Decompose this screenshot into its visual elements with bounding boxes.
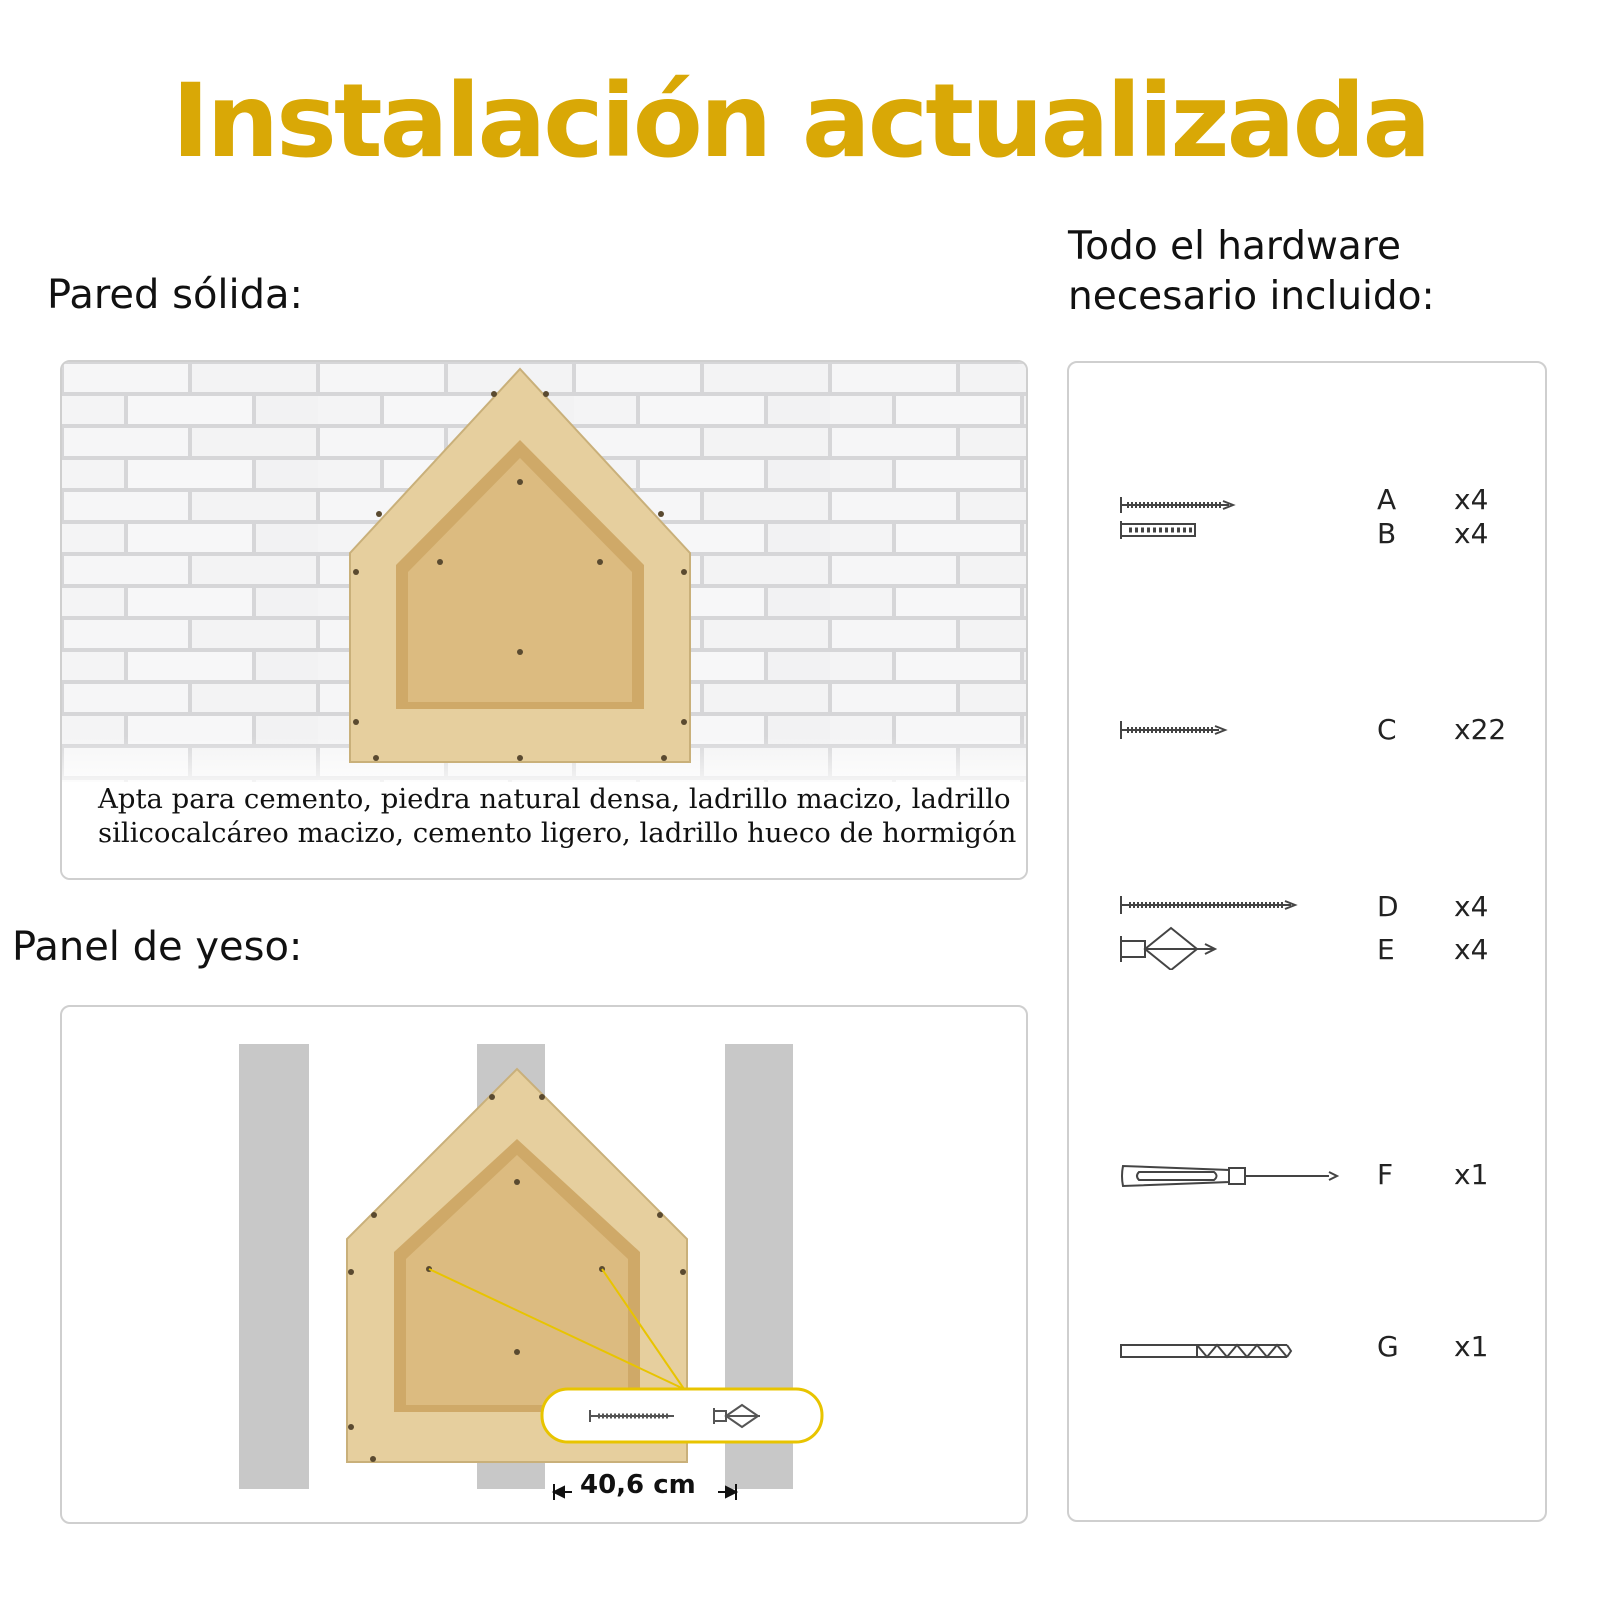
drywall-heading: Panel de yeso: [12,924,303,970]
hardware-letter-e: E [1377,933,1395,966]
hardware-letter-f: F [1377,1158,1394,1191]
hardware-qty-b: x4 [1454,517,1489,550]
hardware-row-de [1069,890,1547,980]
wall-plug-icon [1121,521,1195,539]
page-title: Instalación actualizada [171,62,1429,181]
hardware-qty-g: x1 [1454,1330,1489,1363]
screw-icon [1121,497,1233,513]
drill-bit-icon [1119,1336,1309,1366]
solid-wall-heading: Pared sólida: [47,272,304,318]
hardware-heading-line1: Todo el hardware [1068,224,1401,269]
hardware-letter-g: G [1377,1330,1399,1363]
hardware-heading-line2: necesario incluido: [1068,274,1435,319]
hardware-panel [1067,361,1547,1522]
hardware-letter-d: D [1377,890,1399,923]
hardware-qty-f: x1 [1454,1158,1489,1191]
long-screw-icon [1121,896,1295,914]
caption-line-1: Apta para cemento, piedra natural densa, ladrillo macizo, ladrillo [98,783,1011,815]
drywall-illustration [62,1007,1028,1524]
hardware-letter-c: C [1377,713,1397,746]
hardware-letter-b: B [1377,517,1397,550]
short-screw-icon [1119,715,1239,745]
hardware-qty-d: x4 [1454,890,1489,923]
anchor-callout [542,1389,822,1442]
hardware-letter-a: A [1377,483,1397,516]
solid-wall-caption [98,782,1018,850]
drywall-anchor-icon [1121,928,1215,970]
hardware-row-f [1069,1158,1547,1208]
hardware-qty-c: x22 [1454,713,1507,746]
drywall-panel [60,1005,1028,1524]
hardware-heading [1068,222,1435,322]
hardware-row-c [1069,713,1547,763]
stud-left [239,1044,309,1489]
hardware-qty-e: x4 [1454,933,1489,966]
solid-wall-panel [60,360,1028,880]
hardware-row-ab [1069,483,1547,563]
stud-spacing-dimension: 40,6 cm [580,1470,696,1500]
caption-line-2: silicocalcáreo macizo, cemento ligero, ladrillo hueco de hormigón [98,817,1017,849]
hardware-row-g [1069,1330,1547,1380]
screwdriver-icon [1119,1154,1349,1198]
hardware-qty-a: x4 [1454,483,1489,516]
